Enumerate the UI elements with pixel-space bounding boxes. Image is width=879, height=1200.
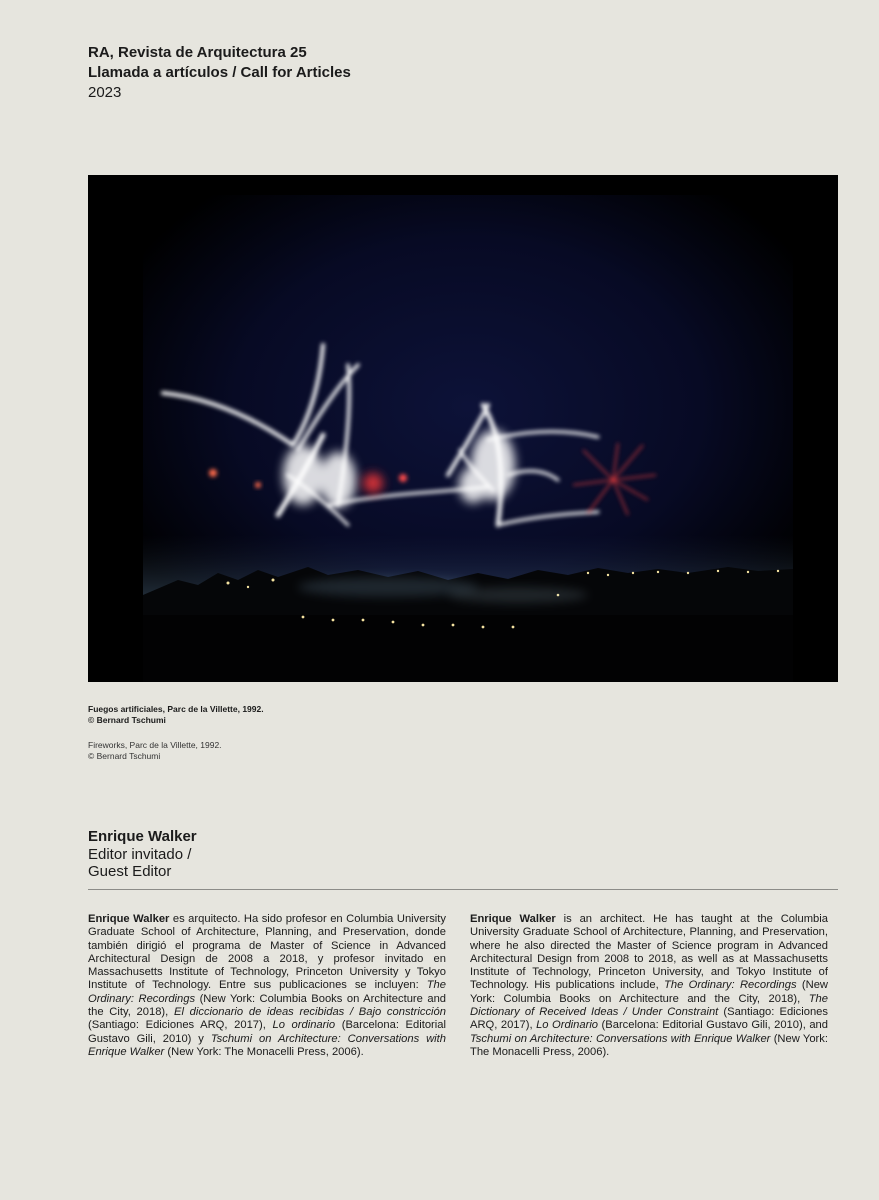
bio-es-book: Tschumi on Architecture: Conversations with Enrique Walker [88,1032,446,1058]
editor-name: Enrique Walker [88,828,197,845]
bio-en-text: (Barcelona: Editorial Gustavo Gili, 2010), and [598,1019,828,1032]
bio-en-text: is an architect. He has taught at the Columbia University Graduate School of Architecture, Planning, and Preservation, where he also directed the Master of Science program in Advanced Architectural Design from 2008 to 2018, as well as at Massachusetts Institute of Technology, Princeton University, and Tokyo Institute of Technology. His publications include, [470,913,828,992]
bio-es-name: Enrique Walker [88,913,170,925]
fireworks-photo-icon [88,175,838,682]
divider [88,889,838,890]
call-title: Llamada a artículos / Call for Articles [88,64,351,81]
bio-es-book: Lo ordinario [272,1019,336,1032]
bio-es-book: The Ordinary: Recordings [88,979,446,1005]
bio-en-book: The Dictionary of Received Ideas / Under Constraint [470,992,828,1019]
bio-es-text: es arquitecto. Ha sido profesor en Columbia University Graduate School of Architecture, Planning, and Preservation, donde también dirigió el programa de Master of Science in Advanced Architectural Design de 2008 a 2018, y profesor invitado en Massachusetts Institute of Technology, Princeton University y Tokyo Institute of Technology. Entre sus publicaciones se incluyen: [88,913,446,992]
bio-es-text: (Santiago: Ediciones ARQ, 2017), [88,1019,273,1032]
bio-es-text: (Barcelona: Editorial Gustavo Gili, 2010) y [88,1019,446,1045]
editor-role-es: Editor invitado / [88,846,192,863]
bio-en-name: Enrique Walker [470,913,556,925]
caption-es [88,704,264,726]
caption-es-title: Fuegos artificiales, Parc de la Villette, 1992. [88,704,264,714]
fireworks-photo [88,175,838,682]
caption-en-title: Fireworks, Parc de la Villette, 1992. [88,740,222,750]
bio-spanish [88,913,446,1059]
bio-en-text: (Santiago: Ediciones ARQ, 2017), [470,1006,828,1032]
bio-es-text: (New York: Columbia Books on Architecture and the City, 2018), [88,992,447,1019]
bio-es-book: El diccionario de ideas recibidas / Bajo constricción [173,1006,446,1019]
editor-role-en: Guest Editor [88,863,172,880]
bio-en-book: Lo Ordinario [536,1019,599,1032]
photo-captions [88,704,264,762]
bio-english [470,913,828,1059]
bio-en-book: The Ordinary: Recordings [664,979,797,992]
journal-title: RA, Revista de Arquitectura 25 [88,44,307,61]
year: 2023 [88,84,122,101]
caption-es-credit: © Bernard Tschumi [88,715,166,725]
caption-en [88,740,264,762]
bio-en-book: Tschumi on Architecture: Conversations with Enrique Walker [470,1032,771,1045]
bio-en-text: (New York: The Monacelli Press, 2006). [470,1032,828,1058]
bio-en-text: (New York: Columbia Books on Architecture and the City, 2018), [470,979,828,1005]
page-header [88,43,351,103]
caption-en-credit: © Bernard Tschumi [88,751,161,761]
bio-es-text: (New York: The Monacelli Press, 2006). [164,1045,364,1058]
editor-block [88,827,197,880]
